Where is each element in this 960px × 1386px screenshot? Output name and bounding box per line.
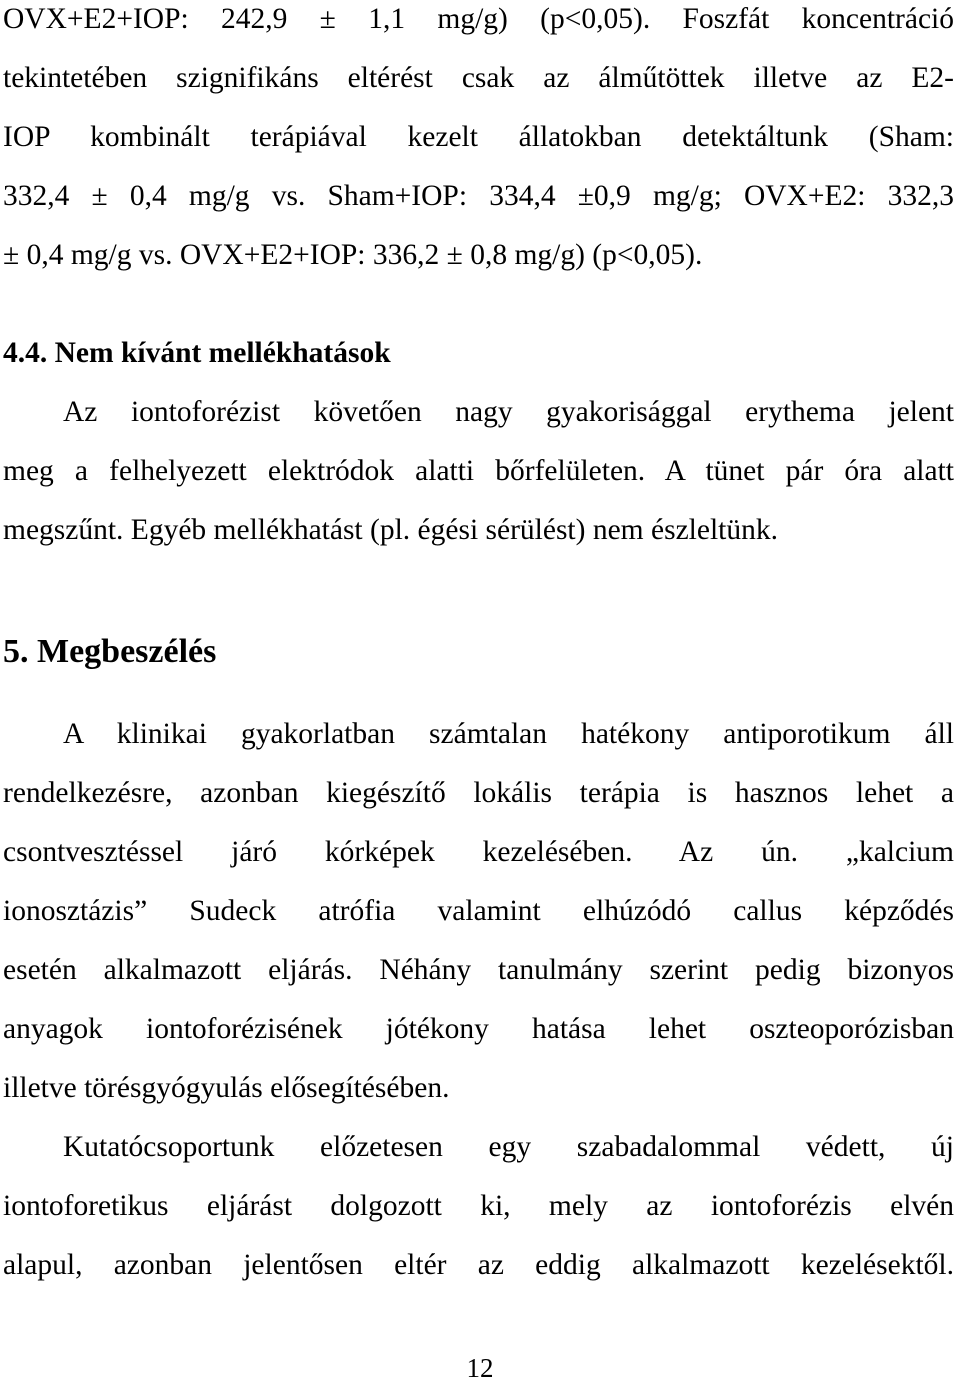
body-text-line: illetve törésgyógyulás elősegítésében. — [3, 1072, 450, 1104]
page-number: 12 — [466, 1353, 494, 1383]
body-text-line: anyagok iontoforézisének jótékony hatása lehet oszteoporózisban — [3, 1013, 954, 1045]
body-text-line: tekintetében szignifikáns eltérést csak az álműtöttek illetve az E2- — [3, 62, 954, 94]
body-text-line: ionosztázis” Sudeck atrófia valamint elhúzódó callus képződés — [3, 895, 954, 927]
section-heading-5: 5. Megbeszélés — [3, 633, 217, 670]
section-heading-4-4: 4.4. Nem kívánt mellékhatások — [3, 337, 391, 369]
body-text-line: rendelkezésre, azonban kiegészítő lokális terápia is hasznos lehet a — [3, 777, 954, 809]
body-text-line: 332,4 ± 0,4 mg/g vs. Sham+IOP: 334,4 ±0,9 mg/g; OVX+E2: 332,3 — [3, 180, 954, 212]
body-text-line: iontoforetikus eljárást dolgozott ki, mely az iontoforézis elvén — [3, 1190, 954, 1222]
body-text-line: esetén alkalmazott eljárás. Néhány tanulmány szerint pedig bizonyos — [3, 954, 954, 986]
body-text-line: A klinikai gyakorlatban számtalan hatékony antiporotikum áll — [63, 718, 954, 750]
body-text-line: csontvesztéssel járó kórképek kezelésében. Az ún. „kalcium — [3, 836, 954, 868]
body-text-line: Az iontoforézist követően nagy gyakorisággal erythema jelent — [63, 396, 954, 428]
body-text-line: megszűnt. Egyéb mellékhatást (pl. égési sérülést) nem észleltünk. — [3, 514, 778, 546]
body-text-line: OVX+E2+IOP: 242,9 ± 1,1 mg/g) (p<0,05). Foszfát koncentráció — [3, 3, 954, 35]
body-text-line: alapul, azonban jelentősen eltér az eddig alkalmazott kezelésektől. — [3, 1249, 954, 1281]
body-text-line: Kutatócsoportunk előzetesen egy szabadalommal védett, új — [63, 1131, 954, 1163]
body-text-line: IOP kombinált terápiával kezelt állatokban detektáltunk (Sham: — [3, 121, 954, 153]
body-text-line: meg a felhelyezett elektródok alatti bőrfelületen. A tünet pár óra alatt — [3, 455, 954, 487]
body-text-line: ± 0,4 mg/g vs. OVX+E2+IOP: 336,2 ± 0,8 mg/g) (p<0,05). — [3, 239, 703, 271]
